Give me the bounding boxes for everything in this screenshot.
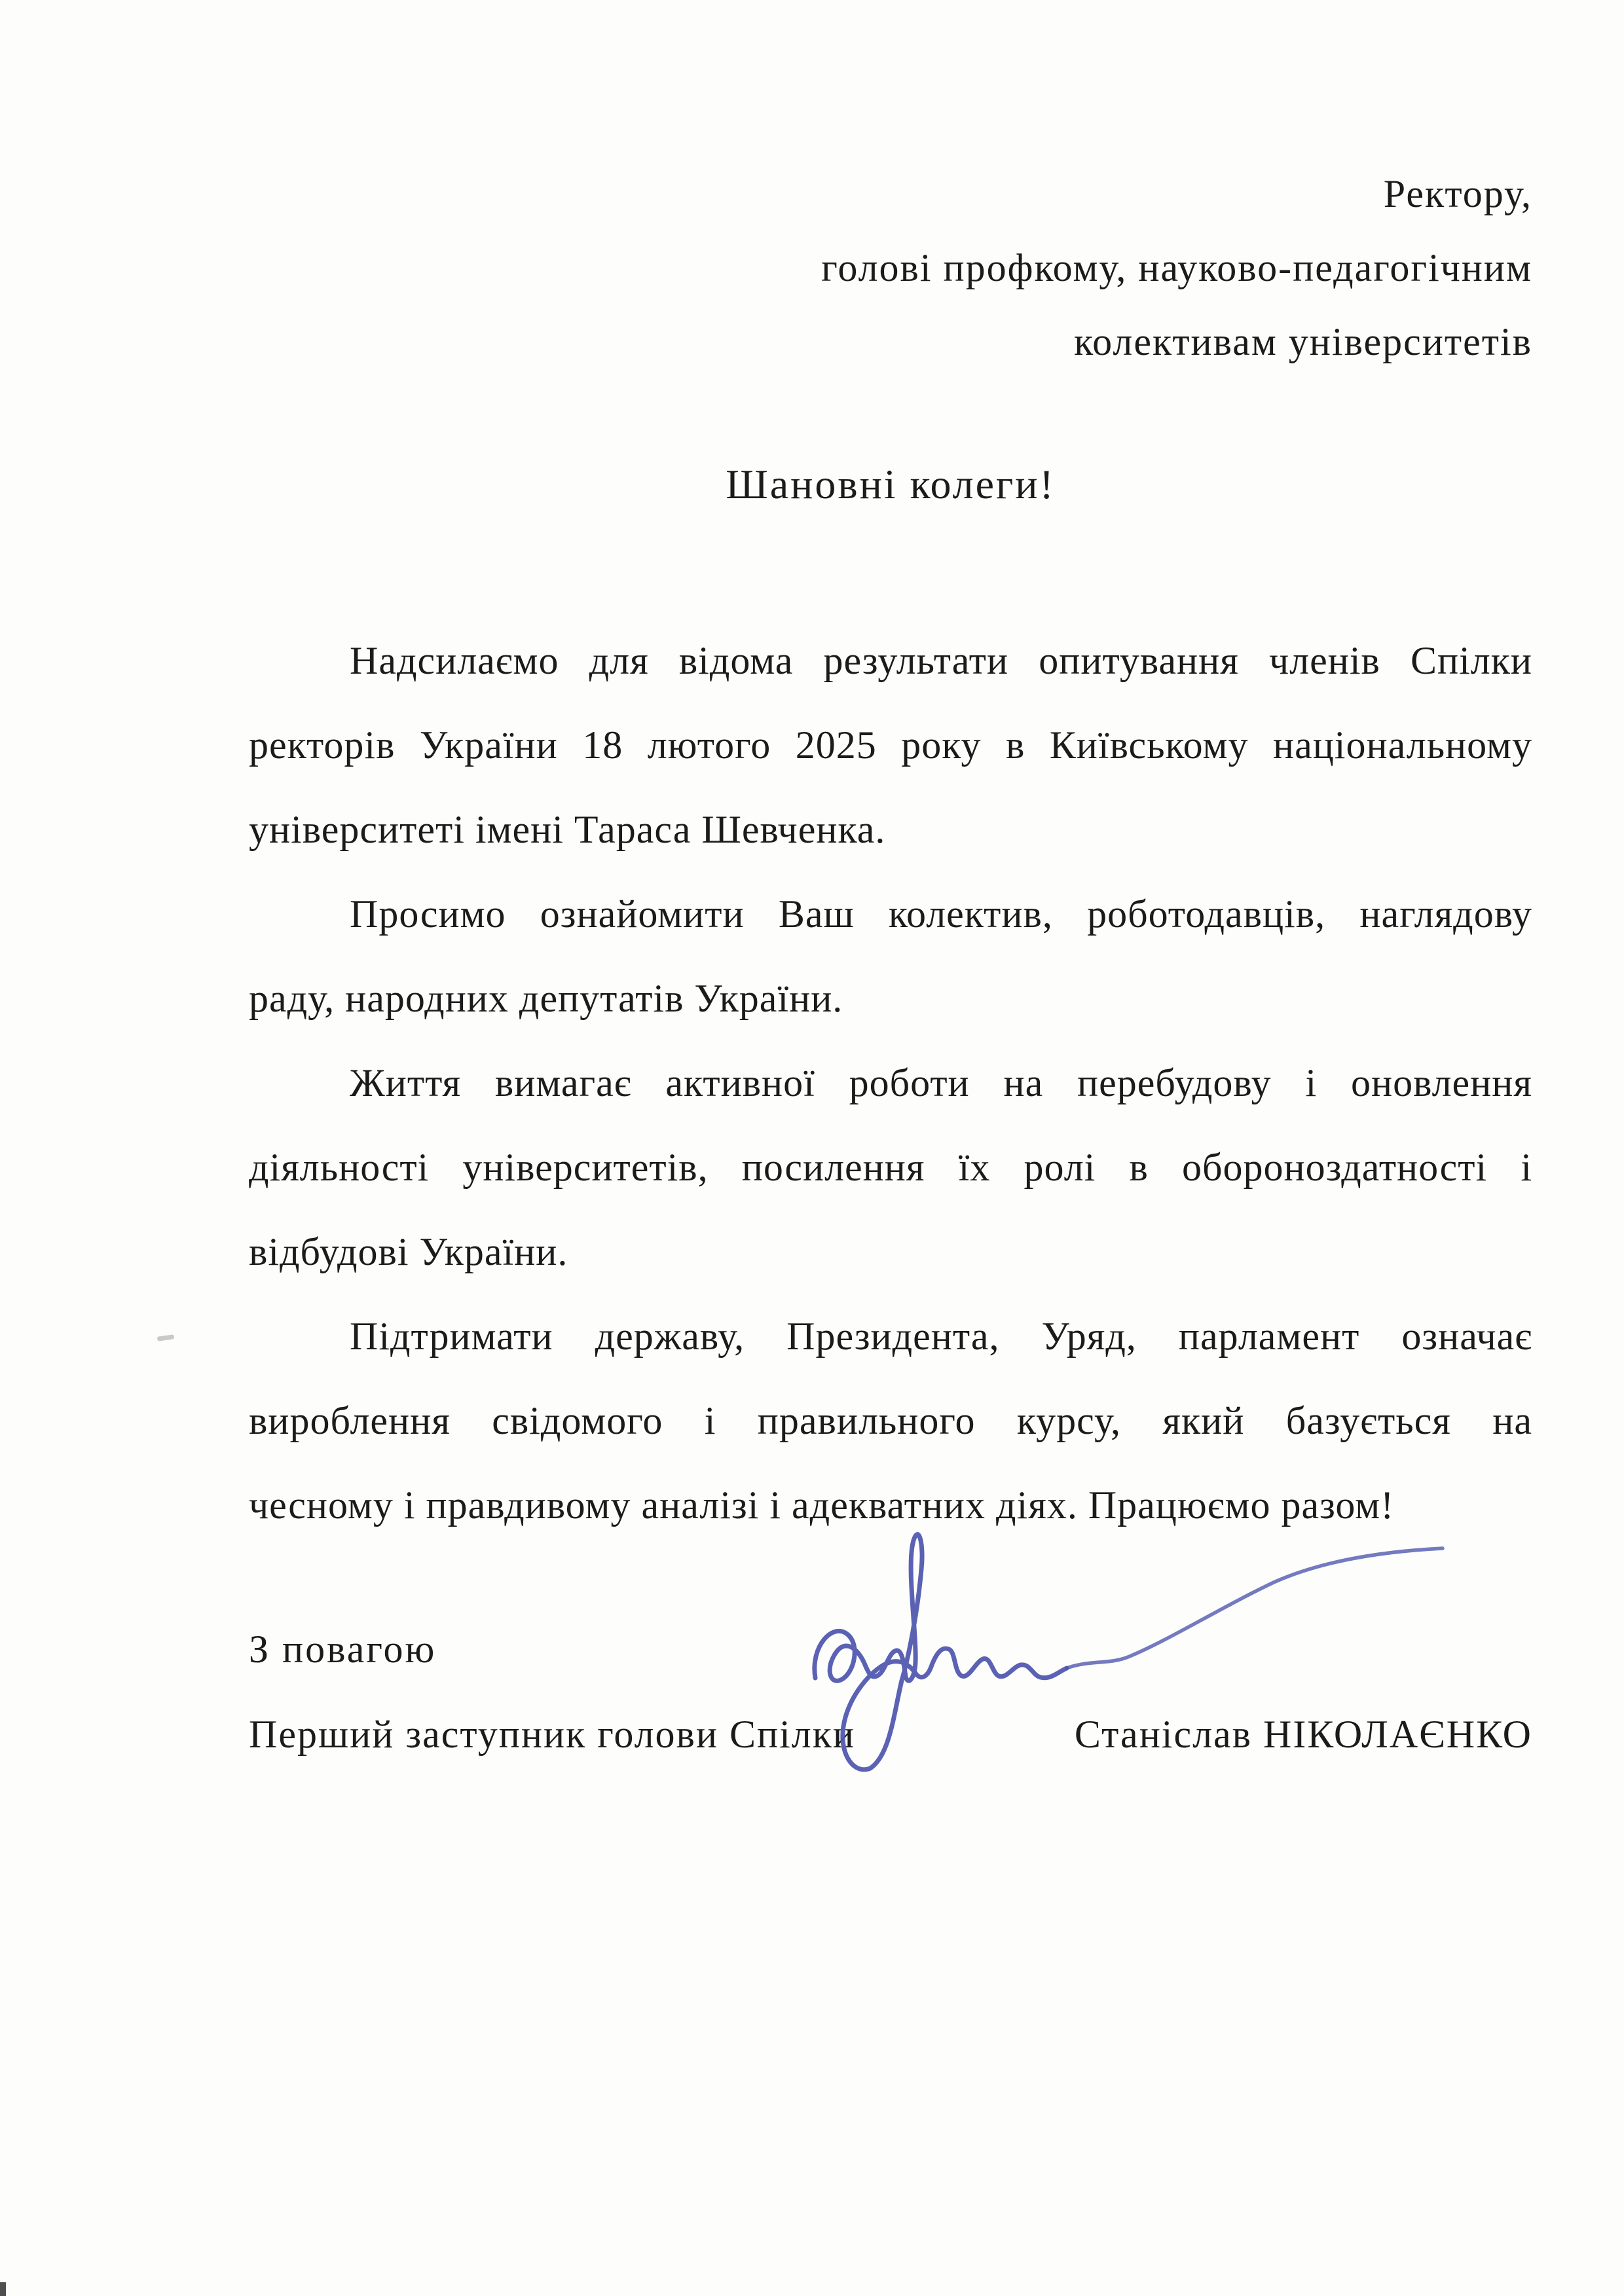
recipient-line: Ректору, [1383,172,1532,215]
paragraph-line: Надсилаємо для відома результати опитування членів Спілки [350,639,1532,682]
paragraph-line: вироблення свідомого і правильного курсу, який базується на [249,1399,1532,1442]
scan-artifact-dash [157,1334,175,1341]
paragraph-line: чесному і правдивому аналізі і адекватних діях. Працюємо разом! [249,1484,1395,1527]
paragraph [249,872,1532,1041]
paragraph-line: відбудові України. [249,1230,568,1273]
paragraph-line: Життя вимагає активної роботи на перебудову і оновлення [350,1061,1532,1104]
paragraph-line: діяльності університетів, посилення їх ролі в обороноздатності і [249,1146,1532,1189]
paragraph-line: університеті імені Тараса Шевченка. [249,808,886,851]
recipient-line: голові профкому, науково-педагогічним [821,246,1532,289]
paragraph-line: Підтримати державу, Президента, Уряд, парламент означає [350,1315,1532,1358]
paragraph [249,1294,1532,1548]
signature-block [249,1692,1532,1777]
paragraph [249,1041,1532,1294]
paragraph-line: Просимо ознайомити Ваш колектив, роботодавців, наглядову [350,892,1532,936]
recipient-line: колективам університетів [1074,320,1532,363]
signer-name: Станіслав НІКОЛАЄНКО [1074,1713,1532,1756]
closing-regards: З повагою [249,1628,437,1671]
signer-position: Перший заступник голови Спілки [249,1713,855,1756]
paragraph [249,619,1532,872]
letter-body [249,619,1532,1548]
paragraph-line: ректорів України 18 лютого 2025 року в Київському національному [249,723,1532,767]
salutation: Шановні колеги! [726,461,1056,507]
paragraph-line: раду, народних депутатів України. [249,977,843,1020]
scan-artifact-corner [0,2282,6,2296]
recipient-block [249,157,1532,379]
